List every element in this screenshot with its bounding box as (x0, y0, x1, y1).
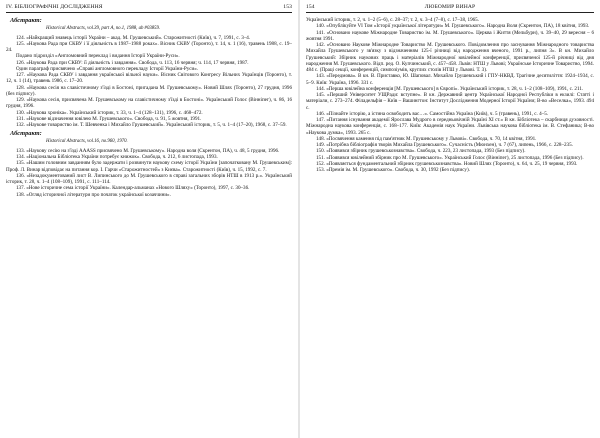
bibliography-entry: 149. «Потрібна бібліографія творів Михайла Грушевського». Сучасність (Мюнхен), ч. 7 (67), липень, 1966, с. 228–235. (316, 142, 573, 148)
bibliography-entry: 125. «Наукова Рада при СКВУ і її діяльність в 1987–1988 роках». Вісник СКВУ (Торонто), т. 14, ч. 1 (16), травень 1988, с. 19–24. (6, 40, 292, 54)
bibliography-entry: 146. «Пізнайте історію, а істина освободить вас…». Самостійна Україна (Київ), ч. 5 (травень), 1991, с. 4–5. (316, 110, 549, 117)
bibliography-entry: Український історик, т. 2, ч. 1–2 (5–6), с. 28–37; т. 2, ч. 3–4 (7–8), с. 17–38, 1965. (306, 17, 479, 23)
bibliography-entry: 133. «Наукову сесію на з'їзді AAASS присвячено М. Грушевському». Народна воля (Скрентон, ПА), ч. 48, 5 грудня, 1996. (16, 147, 280, 154)
right-page-body (306, 17, 594, 173)
bibliography-entry: 131. «Наукове відзначення ювілею М. Грушевського». Свобода, ч. 91, 5 жовтня, 1991. (16, 115, 202, 122)
page-number: 153 (283, 4, 292, 10)
bibliography-entry: 147. «Питання існування академії Ярослава Мудрого в середньовічній Україні XI ст.» В кн. Бібліотека – скарбниця духовності. Міжнародна наукова конференція, с. 168–177. Київ: Академія наук України. Львівська наукова бібліотека ім. В. Стефаника; В-во «Наукова думка», 1993. 265 с. (306, 117, 594, 136)
bibliography-entry: 152. «Появляється фундаментальний збірник грушевськознавства». Новий Шлях (Торонто), ч. 64, ч. 25, 19 червня, 1993. (316, 160, 578, 167)
abstract-source: Historical Abstracts, vol.16, no.960, 1970. (46, 139, 128, 145)
bibliography-entry: 136. «Незадокументований лист В. Липинського до М. Грушевського в справі загальних зборів НТШ в 1913 р.». Український історик, т. 28, ч. 1–4 (108–109), 1991, с. 111–114. (6, 172, 292, 186)
bibliography-entry: 127. «Наукова Рада СКВУ і завдання української вільної науки». Вісник Світового Конгресу Вільних Українців (Торонто), т. 12, ч. 1 (14), травень 1986, с. 17–20. (6, 72, 292, 85)
bibliography-entry: Подано підрозділ «Англомовний переклад і видання Історії України-Руси». (16, 53, 180, 60)
left-page (6, 3, 292, 435)
left-page-body (6, 17, 292, 198)
bibliography-entry: 153. «Премія ім. М. Грушевського». Свобода, ч. 30, 1992 (Без підпису). (316, 167, 470, 173)
book-gutter (298, 0, 300, 438)
abstract-heading: Абстракт: (10, 17, 42, 24)
bibliography-entry: 132. «Наукове товариство ім. Т. Шевченка і Михайло Грушевський». Український історик, т. 5, ч. 1–4 (17–20), 1968, с. 37–59. (16, 122, 287, 129)
section-title: IV. БІБЛІОГРАФІЧНІ ДОСЛІДЖЕННЯ (6, 4, 103, 10)
bibliography-entry: 148. «Посвячення камення під пам'ятник М. Грушевському у Львові». Свобода, ч. 70, 14 квітня, 1991. (316, 135, 537, 142)
bibliography-entry: 143. «Передмова». В кн. В. Приставко, Ю. Шаповал. Михайло Грушевський і ГПУ-НКВД. Трагічне десятиліття: 1924–1934, с. 5–9. Київ: Україна, 1996. 331 с. (306, 73, 594, 86)
bibliography-entry: 138. «Огляд історичної літератури про початок української козаччини». (16, 191, 171, 198)
bibliography-entry: 137. «Нове історичне сема історії України». Календар-альманах «Нового Шляху» (Торонто), 1997, с. 30–36. (16, 185, 250, 192)
right-page (306, 3, 594, 435)
bibliography-entry: 151. «Появився ювілейний збірник про М. Грушевського». Український Голос (Вінніпег), 25 листопада, 1996 (Без підпису). (316, 154, 584, 161)
bibliography-entry: 129. «Наукова сесія, присвячена М. Грушевському на славістичному з'їзді в Бостоні». Український Голос (Вінніпег), ч. 86, 16 грудня, 1996. (6, 97, 292, 110)
bibliography-entry: 140. «Опублікуйте VI Том «Історії української літератури» М. Грушевського». Народна Воля (Скрентон, ПА), 18 квітня, 1993. (316, 23, 590, 30)
abstract-source: Historical Abstracts, vol.39, part A, no.1, 1988, ab #03859. (46, 26, 161, 31)
bibliography-entry: 144. «Перша ювілейна конференція [М. Грушевського] в Європі». Український історик, т. 28, ч. 1–2 (108–109), 1991, с. 211. (316, 85, 584, 92)
page-number: 154 (306, 4, 315, 10)
bibliography-entry: 150. «Появився збірник грушевськознавства». Свобода, ч. 223, 23 листопада, 1993 (Без підпису). (316, 148, 526, 155)
bibliography-entry: 141. «Основано наукове Міжнародне Товариство ім. М. Грушевського». Церква і Життя (Мельбурн), ч. 39–40, 29 вересня – 6 жовтня 1991. (306, 29, 594, 42)
bibliography-entry: 134. «Національна Бібліотека України потребує книжок». Свобода, ч. 212, 6 листопада, 1993. (16, 154, 218, 161)
bibliography-entry: 124. «Найкращий знавець історії України – акад. М. Грушевський». Старожитності (Київ), ч. 7, 1991, с. 3–4. (16, 34, 251, 41)
bibliography-entry: 145. «Перший Університет УЩРади: вступне». В кн. Державний центр Української Народної Республіки в екзилі: Статті і матеріали, с. 273–274. Філадельфія – Київ – Вашингтон: Інститут Дослідження Модерної Історії України; В-во «Веселка», 1993. 494 с. (306, 92, 594, 111)
running-head (306, 3, 594, 13)
bibliography-entry: 126. «Наукова Рада при СКВУ: її діяльність і завдання». Свобода, ч. 113, 16 червня; ч. 114, 17 червня, 1987. (16, 59, 249, 66)
abstract-heading: Абстракт: (10, 130, 42, 138)
bibliography-entry: 130. «Наукова хроніка». Український історик, т. 33, ч. 1–4 (128–131), 1996, с. 468–472. (16, 109, 203, 116)
bibliography-entry: 128. «Наукова сесія на славістичному з'їзді в Бостоні, пригадана М. Грушевському». Новий Шлях (Торонто), 27 грудня, 1996 (без підпису). (6, 84, 292, 97)
bibliography-entry: 142. «Основано Наукове Міжнародне Товариство М. Грушевського. Повідомлення про заснування Міжнародного товариства Михайла Грушевського у зв'язку з відзначенням 125-ї річниці від народження вченого, 1991 р., липня 3». В кн. Михайло Грушевський: Збірник наукових праць і матеріалів Міжнародної ювілейної конференції, присвяченої 125-й річниці від дня народження М. Грушевського. Відп. ред. О. Купчинський, с. 457–458. Львів: НТШ у Львові; Українське Історичне Товариство, 1994. 484 с. (Праці секції, конференцій, симпозіумів, круглих столів НТШ у Львові. Т. 3). (306, 42, 594, 73)
bibliography-entry: Один параграф присвячено «Справі англомовного перекладу Історії України-Руси». (16, 65, 199, 72)
author-name: ЛЮБОМИР ВИНАР (424, 4, 476, 10)
running-head (6, 3, 292, 13)
bibliography-entry: 135. «Нашим головним завданням було задержати і розвинути наукову схему історії України [започатковану М. Грушевським]: Проф. Л. Винар відповідає на питання кор. І. Гарчи «Старожитностей» з Києва». Старожитності (Київ), ч. 15, 1992, с. 7. (6, 160, 292, 173)
